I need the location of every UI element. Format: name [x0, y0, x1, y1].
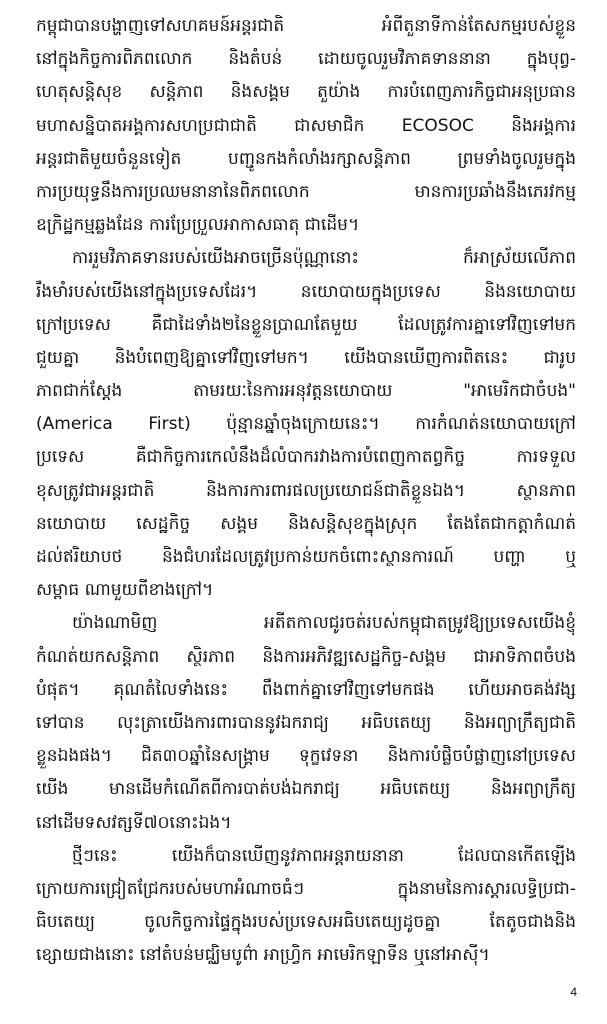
text-line: ខ្សោយជាងនោះ នៅតំបន់មជ្ឈិមបូព៌ា អាហ្វ្រិក អាមេរិកឡាទីន ឬនៅអាស៊ី។: [36, 945, 490, 966]
text-line: ហេតុសន្តិសុខ សន្តិភាព និងសង្គម តួយ៉ាង ការបំពេញភារកិច្ចជាអនុប្រធាន: [36, 82, 576, 103]
text-line: ជួយគ្នា និងបំពេញឱ្យគ្នាទៅវិញទៅមក។ យើងបានឃើញការពិតនេះ ជារូប: [36, 347, 576, 368]
text-line: ការប្រយុទ្ធនឹងការប្រឈមនានានៃពិភពលោក មានការប្រឆាំងនឹងភេរវកម្ម: [36, 181, 576, 202]
text-line: សម្ពាធ ណាមួយពីខាងក្រៅ។: [36, 580, 214, 601]
paragraph-4: [36, 840, 576, 973]
text-line: ប្រទេស គឺជាកិច្ចការកេលំនឹងដ៏លំបាករវាងការបំពេញកាតព្វកិច្ច ការទទួល: [36, 447, 576, 468]
document-page: [36, 10, 576, 1010]
text-line: មហាសន្និបាតអង្គការសហប្រជាជាតិ ជាសមាជិក ECOSOC និងអង្គការ: [36, 115, 576, 136]
text-line: កំណត់យកសន្តិភាព ស្ថិរភាព និងការអភិវឌ្ឍសេដ្ឋកិច្ច-សង្គម ជាអាទិភាពចំបង: [36, 646, 576, 667]
text-line: រឹងមាំរបស់យើងនៅក្នុងប្រទេសដែរ។ នយោបាយក្នុងប្រទេស និងនយោបាយ: [36, 281, 576, 302]
page-number: 4: [570, 985, 577, 999]
text-line: បំផុត។ គុណតំលៃទាំងនេះ ពឹងពាក់គ្នាទៅវិញទៅមកផង ហើយអាចគង់វង្ស: [36, 679, 576, 700]
text-line: នៅដើមទសវត្សទី៧០នោះឯង។: [36, 812, 232, 833]
text-line: ខុសត្រូវជាអន្តរជាតិ និងការការពារផលប្រយោជន៍ជាតិខ្លួនឯង។ ស្ថានភាព: [36, 480, 576, 501]
text-line: ទៅបាន លុះត្រាយើងការពារបាននូវឯករាជ្យ អធិបតេយ្យ និងអព្យាក្រឹត្យជាតិ: [36, 712, 576, 733]
paragraph-2: [36, 242, 576, 607]
text-line: ការរួមវិភាគទានរបស់យើងអាចច្រើនប៉ុណ្ណានោះ ក៏អាស្រ័យលើភាព: [72, 248, 576, 269]
text-line: កម្ពុជាបានបង្ហាញទៅសហគមន៍អន្តរជាតិ អំពីតួនាទីកាន់តែសកម្មរបស់ខ្លួន: [36, 16, 576, 36]
text-line: ខ្លួនឯងផង។ ជិត៣០ឆ្នាំនៃសង្គ្រាម ទុក្ខវេទនា និងការបំផ្លិចបំផ្លាញនៅប្រទេស: [36, 746, 576, 767]
text-line: ដល់ឥរិយាបថ និងជំហរដែលត្រូវប្រកាន់យកចំពោះស្ថានការណ៍ បញ្ហា ឬ: [36, 547, 576, 567]
text-line: នយោបាយ សេដ្ឋកិច្ច សង្គម និងសន្តិសុខក្នុងស្រុក តែងតែជាកត្តាកំណត់: [36, 513, 576, 534]
text-line: នៅក្នុងកិច្ចការពិភពលោក និងតំបន់ ដោយចូលរួមវិភាគទាននានា ក្នុងបុព្វ-: [36, 49, 576, 70]
text-line: ធិបតេយ្យ ចូលកិច្ចការផ្ទៃក្នុងរបស់ប្រទេសអធិបតេយ្យដូចគ្នា តែតូចជាងនិង: [36, 912, 576, 933]
text-line: ក្រោយការជ្រៀតជ្រែករបស់មហាអំណាចធំៗ ក្នុងនាមនៃការស្តារលទ្ធិប្រជា-: [36, 878, 576, 899]
text-line: យ៉ាងណាមិញ អតីតកាលជូរចត់របស់កម្ពុជាតម្រូវឱ្យប្រទេសយើងខ្ញុំ: [72, 613, 576, 634]
text-line: ក្រៅប្រទេស គឺជាដៃទាំង២នៃខ្លួនប្រាណតែមួយ ដែលត្រូវការគ្នាទៅវិញទៅមក: [36, 314, 576, 335]
text-line: ឧក្រិដ្ឋកម្មឆ្លងដែន ការប្រែប្រួលអាកាសធាតុ ជាដើម។: [36, 215, 360, 236]
text-line: ថ្មីៗនេះ យើងក៏បានឃើញនូវភាពអន្តរាយនានា ដែលបានកើតឡើង: [72, 845, 576, 866]
paragraph-1: [36, 10, 576, 242]
text-line: (America First) ប៉ុន្មានឆ្នាំចុងក្រោយនេះ។ ការកំណត់នយោបាយក្រៅ: [36, 414, 576, 435]
text-line: អន្តរជាតិមួយចំនួនទៀត បញ្ជូនកងកំលាំងរក្សាសន្តិភាព ព្រមទាំងចូលរួមក្នុង: [36, 148, 576, 169]
text-line: ភាពជាក់ស្តែង តាមរយៈនៃការអនុវត្តនយោបាយ "អាមេរិកជាចំបង": [36, 381, 576, 402]
paragraph-3: [36, 607, 576, 839]
text-line: យើង មានដើមកំណើតពីការបាត់បង់ឯករាជ្យ អធិបតេយ្យ និងអព្យាក្រឹត្យ: [36, 779, 576, 800]
